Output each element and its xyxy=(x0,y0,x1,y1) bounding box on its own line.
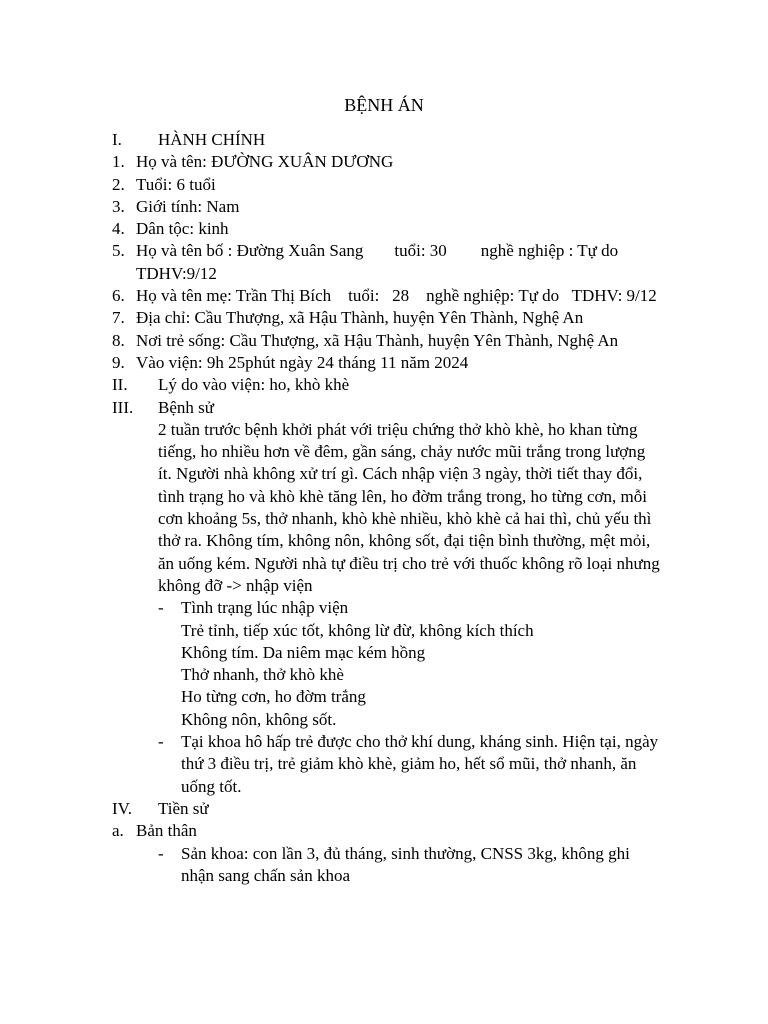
item-number: 4. xyxy=(112,219,125,239)
admin-item-4 xyxy=(0,218,768,240)
section-marker: IV. xyxy=(112,798,132,818)
paragraph-line: thở ra. Không tím, không nôn, không sốt, đại tiện bình thường, mệt mỏi, xyxy=(158,531,651,551)
item-number: 6. xyxy=(112,286,125,306)
detail-line: Không tím. Da niêm mạc kém hồng xyxy=(181,642,426,662)
admin-item-7 xyxy=(0,307,768,329)
detail-line: Thở nhanh, thở khò khè xyxy=(181,665,344,685)
paragraph-line: không đỡ -> nhập viện xyxy=(158,575,313,595)
item-text: Nơi trẻ sống: Cầu Thượng, xã Hậu Thành, huyện Yên Thành, Nghệ An xyxy=(136,330,619,350)
paragraph-line: tiếng, ho nhiều hơn về đêm, gần sáng, chảy nước mũi trắng trong lượng xyxy=(158,442,646,462)
ward-text xyxy=(181,731,679,798)
ward-line: thứ 3 điều trị, trẻ giảm khò khè, giảm ho, hết sổ mũi, thở nhanh, ăn xyxy=(181,754,637,774)
obstetric-history-item xyxy=(158,843,768,888)
detail-line: Không nôn, không sốt. xyxy=(181,709,337,729)
paragraph-line: cơn khoảng 5s, thở nhanh, khò khè nhiều, khò khè cả hai thì, chủ yếu thì xyxy=(158,509,652,529)
item-number: 7. xyxy=(112,308,125,328)
item-text: Họ và tên: ĐƯỜNG XUÂN DƯƠNG xyxy=(136,152,394,172)
detail-line: Trẻ tỉnh, tiếp xúc tốt, không lừ đừ, không kích thích xyxy=(181,620,534,640)
admin-item-9 xyxy=(0,352,768,374)
dash-bullet: - xyxy=(158,598,164,618)
paragraph-line: ăn uống kém. Người nhà tự điều trị cho trẻ với thuốc không rõ loại nhưng xyxy=(158,553,660,573)
admin-item-3 xyxy=(0,196,768,218)
obstetric-text xyxy=(181,843,679,888)
admission-status-item xyxy=(158,597,768,619)
admin-item-6 xyxy=(0,285,768,307)
item-text xyxy=(136,240,676,285)
admin-item-1 xyxy=(0,151,768,173)
ward-line: uống tốt. xyxy=(181,776,242,796)
paragraph-line: 2 tuần trước bệnh khởi phát với triệu chứng thở khò khè, ho khan từng xyxy=(158,419,638,439)
item-text: Họ và tên mẹ: Trần Thị Bích tuổi: 28 nghề nghiệp: Tự do TDHV: 9/12 xyxy=(136,286,657,306)
ward-treatment-item xyxy=(158,731,768,798)
father-education: TDHV:9/12 xyxy=(136,263,217,283)
dash-bullet: - xyxy=(158,732,164,752)
father-age: tuổi: 30 xyxy=(394,241,447,261)
admin-item-2 xyxy=(0,174,768,196)
section-title: Bệnh sử xyxy=(158,397,214,417)
admin-item-8 xyxy=(0,330,768,352)
item-text: Giới tính: Nam xyxy=(136,196,240,216)
item-number: 1. xyxy=(112,152,125,172)
subsection-title: Bản thân xyxy=(136,821,197,841)
ward-line: Tại khoa hô hấp trẻ được cho thở khí dung, kháng sinh. Hiện tại, ngày xyxy=(181,732,659,752)
father-name: Họ và tên bố : Đường Xuân Sang xyxy=(136,241,364,261)
item-text: Địa chỉ: Cầu Thượng, xã Hậu Thành, huyện Yên Thành, Nghệ An xyxy=(136,308,584,328)
admission-details xyxy=(181,620,678,731)
item-number: 8. xyxy=(112,330,125,350)
subsection-a xyxy=(0,820,768,842)
admission-heading: Tình trạng lúc nhập viện xyxy=(181,598,349,618)
item-text: Dân tộc: kinh xyxy=(136,219,229,239)
section-2-heading xyxy=(0,374,768,396)
father-occupation: nghề nghiệp : Tự do xyxy=(480,241,619,261)
obstetric-line: nhận sang chấn sản khoa xyxy=(181,865,351,885)
section-marker: I. xyxy=(112,130,122,149)
subsection-marker: a. xyxy=(112,821,124,841)
item-text: Vào viện: 9h 25phút ngày 24 tháng 11 năm 2024 xyxy=(136,352,469,372)
section-marker: II. xyxy=(112,375,128,395)
paragraph-line: ít. Người nhà không xử trí gì. Cách nhập viện 3 ngày, thời tiết thay đổi, xyxy=(158,464,643,484)
section-title: Tiền sử xyxy=(158,798,209,818)
obstetric-line: Sản khoa: con lần 3, đủ tháng, sinh thường, CNSS 3kg, không ghi xyxy=(181,843,630,863)
document-title: BỆNH ÁN xyxy=(344,95,424,115)
section-3-heading xyxy=(0,397,768,419)
item-number: 9. xyxy=(112,352,125,372)
document-body xyxy=(0,129,768,887)
section-title: Lý do vào viện: ho, khò khè xyxy=(158,375,350,395)
history-paragraph xyxy=(158,419,678,597)
section-marker: III. xyxy=(112,397,134,417)
item-number: 2. xyxy=(112,174,125,194)
paragraph-line: tình trạng ho và khò khè tăng lên, ho đờm trắng trong, ho từng cơn, mỗi xyxy=(158,486,647,506)
dash-bullet: - xyxy=(158,843,164,863)
section-1-heading xyxy=(0,129,768,151)
item-number: 5. xyxy=(112,241,125,261)
item-text: Tuổi: 6 tuổi xyxy=(136,174,216,194)
admin-item-5 xyxy=(0,240,768,285)
detail-line: Ho từng cơn, ho đờm trắng xyxy=(181,687,366,707)
section-4-heading xyxy=(0,798,768,820)
item-number: 3. xyxy=(112,196,125,216)
section-title: HÀNH CHÍNH xyxy=(158,130,266,149)
